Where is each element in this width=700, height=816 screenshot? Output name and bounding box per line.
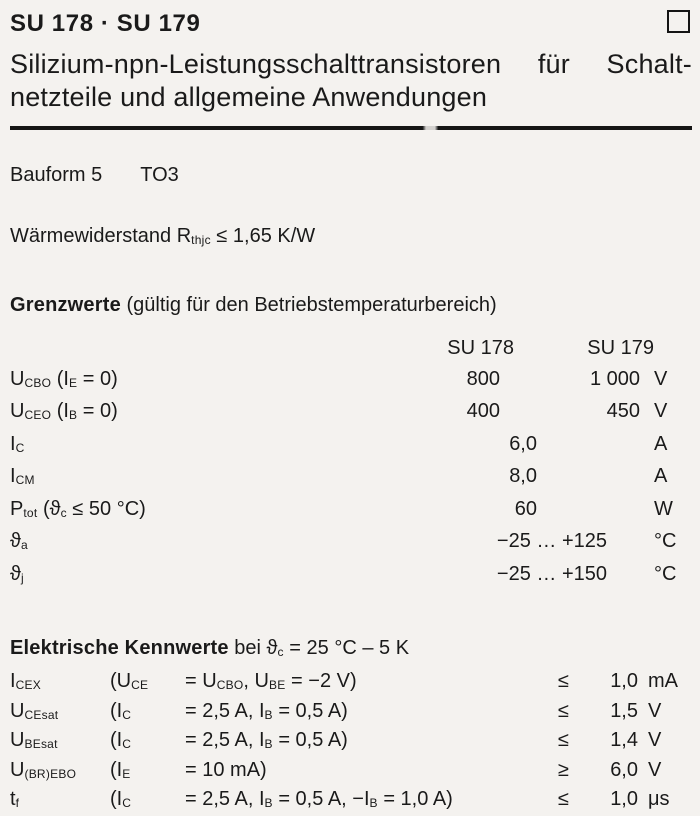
limit-unit: mA	[648, 670, 678, 692]
electrical-heading-bold: Elektrische Kennwerte	[10, 637, 229, 659]
param-label: UCEO (IB = 0)	[10, 400, 118, 423]
subtitle-line-1: Silizium-npn-Leistungsschalttransistoren für Schalt-	[10, 49, 692, 79]
condition-symbol: (IE	[110, 758, 131, 781]
value-su178: 400	[466, 400, 500, 422]
unit-label: V	[654, 400, 668, 422]
unit-label: A	[654, 432, 668, 455]
column-header-su178: SU 178	[447, 337, 514, 359]
limit-relation: ≤	[558, 670, 569, 692]
value-shared: 60	[514, 497, 537, 520]
limits-table-row	[10, 429, 692, 462]
param-label: ICM	[10, 465, 35, 488]
param-label: tf	[10, 788, 20, 811]
limit-unit: μs	[648, 788, 670, 810]
electrical-table-row	[10, 668, 692, 698]
limits-table-row	[10, 494, 692, 527]
value-su178: 800	[466, 367, 500, 390]
condition-symbol: (IC	[110, 729, 132, 752]
limit-value: 1,0	[610, 788, 638, 810]
param-label: U(BR)EBO	[10, 758, 77, 781]
value-shared: 8,0	[509, 465, 537, 487]
condition-values: = 2,5 A, IB = 0,5 A, −IB = 1,0 A)	[185, 788, 453, 811]
unit-label: W	[654, 497, 673, 520]
unit-label: A	[654, 465, 668, 487]
limit-value: 1,5	[610, 699, 638, 722]
electrical-section-heading	[10, 637, 692, 660]
param-label: UBEsat	[10, 729, 58, 752]
limit-value: 1,0	[610, 670, 638, 692]
package-label: Bauform 5	[10, 164, 103, 186]
unit-label: °C	[654, 562, 677, 585]
subtitle	[10, 48, 692, 114]
package-line	[10, 164, 692, 187]
value-shared: 6,0	[509, 432, 537, 455]
value-su179: 450	[606, 400, 640, 422]
value-shared: −25 … +150	[496, 562, 607, 585]
column-header-su179: SU 179	[587, 337, 654, 359]
condition-values: = 2,5 A, IB = 0,5 A)	[185, 729, 348, 752]
value-shared: −25 … +125	[496, 530, 607, 552]
limit-unit: V	[648, 699, 662, 722]
electrical-heading-note: bei ϑc = 25 °C – 5 K	[228, 637, 410, 660]
limit-relation: ≤	[558, 788, 569, 810]
limits-table-row	[10, 396, 692, 429]
package-value: TO3	[140, 164, 179, 186]
subtitle-line-2: netzteile und allgemeine Anwendungen	[10, 82, 488, 112]
limits-table-row	[10, 559, 692, 592]
condition-symbol: (IC	[110, 699, 132, 722]
limits-table-row	[10, 526, 692, 559]
limit-unit: V	[648, 758, 662, 781]
condition-values: = UCBO, UBE = −2 V)	[185, 670, 357, 693]
electrical-table-row	[10, 786, 692, 816]
limit-value: 6,0	[610, 758, 638, 781]
square-outline-icon	[667, 10, 690, 33]
limits-heading-bold: Grenzwerte	[10, 294, 121, 316]
limits-table-header	[10, 333, 692, 364]
electrical-table-row	[10, 727, 692, 757]
condition-symbol: (UCE	[110, 670, 149, 693]
thermal-resistance-line: Wärmewiderstand Rthjc ≤ 1,65 K/W	[10, 225, 316, 248]
limit-value: 1,4	[610, 729, 638, 751]
limits-table-body	[10, 364, 692, 592]
param-label: Ptot (ϑc ≤ 50 °C)	[10, 497, 146, 520]
param-label: ϑa	[10, 530, 28, 553]
param-label: ICEX	[10, 670, 41, 693]
unit-label: °C	[654, 530, 677, 552]
condition-values: = 10 mA)	[185, 758, 267, 781]
unit-label: V	[654, 367, 668, 390]
limit-relation: ≤	[558, 699, 569, 722]
condition-values: = 2,5 A, IB = 0,5 A)	[185, 699, 348, 722]
param-label: IC	[10, 432, 25, 455]
page-title: SU 178 · SU 179	[10, 10, 201, 37]
horizontal-rule	[10, 126, 692, 130]
limits-table	[10, 333, 692, 591]
limit-unit: V	[648, 729, 662, 751]
limit-relation: ≥	[558, 758, 569, 781]
electrical-table-row	[10, 698, 692, 728]
param-label: UCBO (IE = 0)	[10, 367, 118, 390]
limits-heading-note: (gültig für den Betriebstemperaturbereich)	[120, 294, 497, 316]
value-su179: 1 000	[589, 367, 640, 390]
limits-table-row	[10, 364, 692, 397]
electrical-table	[10, 668, 692, 816]
electrical-table-row	[10, 757, 692, 787]
param-label: ϑj	[10, 562, 24, 585]
condition-symbol: (IC	[110, 788, 132, 811]
limit-relation: ≤	[558, 729, 569, 751]
limits-table-row	[10, 461, 692, 494]
limits-section-heading	[10, 294, 692, 317]
param-label: UCEsat	[10, 699, 59, 722]
